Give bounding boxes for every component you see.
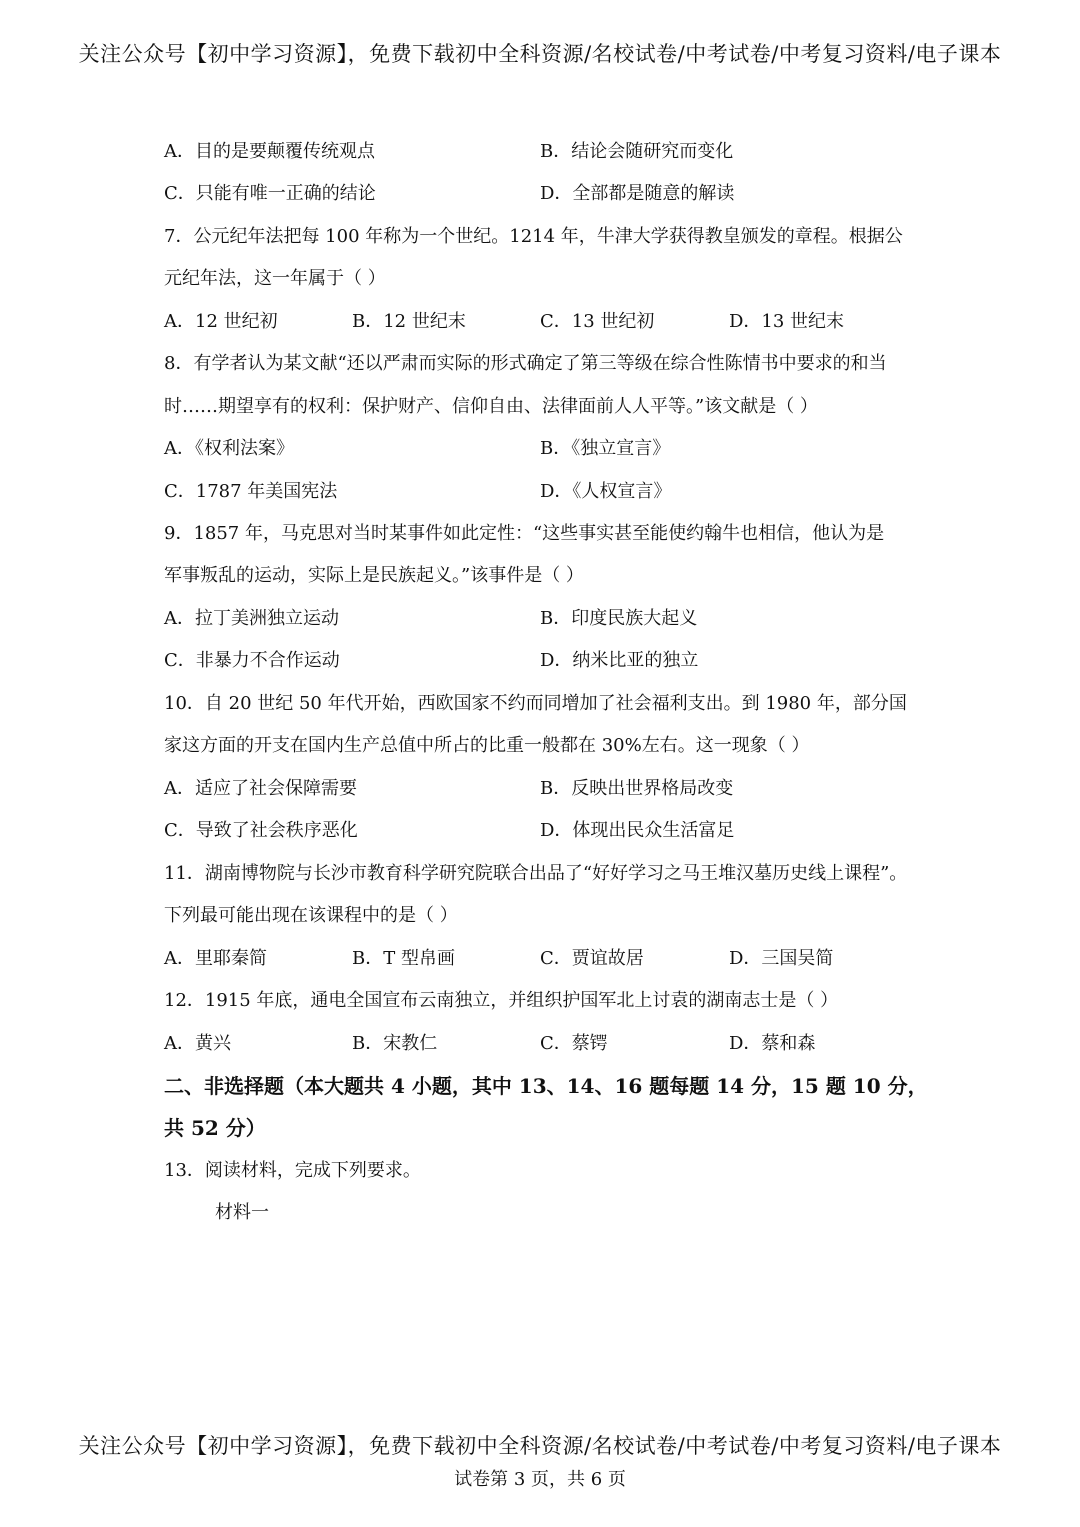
section-title-line1: 二、非选择题（本大题共 4 小题，其中 13、14、16 题每题 14 分，15 题 10 分， (164, 1074, 928, 1098)
q12-option-c: C．蔡锷 (540, 1033, 608, 1054)
q10-option-c: C．导致了社会秩序恶化 (164, 820, 358, 841)
q8-stem-line2: 时……期望享有的权利：保护财产、信仰自由、法律面前人人平等。”该文献是（ ） (164, 396, 818, 417)
q8-option-a: A．《权利法案》 (164, 438, 294, 459)
q12-stem: 12．1915 年底，通电全国宣布云南独立，并组织护国军北上讨袁的湖南志士是（ ） (164, 990, 839, 1011)
q10-stem-line1: 10．自 20 世纪 50 年代开始，西欧国家不约而同增加了社会福利支出。到 1980 年，部分国 (164, 693, 907, 714)
q9-option-a: A．拉丁美洲独立运动 (164, 608, 339, 629)
q7-stem-line2: 元纪年法，这一年属于（ ） (164, 268, 386, 289)
q9-option-c: C．非暴力不合作运动 (164, 650, 340, 671)
q6-option-d: D．全部都是随意的解读 (540, 183, 735, 204)
q11-option-a: A．里耶秦简 (164, 948, 267, 969)
q7-option-b: B．12 世纪末 (352, 311, 466, 332)
q9-stem-line2: 军事叛乱的运动，实际上是民族起义。”该事件是（ ） (164, 565, 584, 586)
q11-option-b: B．T 型帛画 (352, 948, 455, 969)
q13-material-label: 材料一 (215, 1202, 269, 1223)
q6-option-c: C．只能有唯一正确的结论 (164, 183, 376, 204)
q8-option-c: C．1787 年美国宪法 (164, 481, 338, 502)
q11-stem-line1: 11．湖南博物院与长沙市教育科学研究院联合出品了“好好学习之马王堆汉墓历史线上课程”。 (164, 863, 908, 884)
q7-option-c: C．13 世纪初 (540, 311, 655, 332)
q7-stem-line1: 7．公元纪年法把每 100 年称为一个世纪。1214 年，牛津大学获得教皇颁发的章程。根据公 (164, 226, 903, 247)
q11-option-c: C．贾谊故居 (540, 948, 644, 969)
q8-option-b: B．《独立宣言》 (540, 438, 671, 459)
q12-option-d: D．蔡和森 (729, 1033, 816, 1054)
q13-stem: 13．阅读材料，完成下列要求。 (164, 1160, 421, 1181)
q7-option-a: A．12 世纪初 (164, 311, 278, 332)
q8-option-d: D．《人权宣言》 (540, 481, 672, 502)
q9-option-d: D．纳米比亚的独立 (540, 650, 699, 671)
section-title-line2: 共 52 分） (164, 1116, 266, 1140)
header-banner: 关注公众号【初中学习资源】，免费下载初中全科资源/名校试卷/中考试卷/中考复习资料/电子课本 (78, 42, 1002, 66)
q10-option-a: A．适应了社会保障需要 (164, 778, 357, 799)
q11-option-d: D．三国吴简 (729, 948, 834, 969)
q9-stem-line1: 9．1857 年，马克思对当时某事件如此定性：“这些事实甚至能使约翰牛也相信，他认为是 (164, 523, 885, 544)
q6-option-b: B．结论会随研究而变化 (540, 141, 734, 162)
q8-stem-line1: 8．有学者认为某文献“还以严肃而实际的形式确定了第三等级在综合性陈情书中要求的和当 (164, 353, 887, 374)
q12-option-a: A．黄兴 (164, 1033, 231, 1054)
q7-option-d: D．13 世纪末 (729, 311, 845, 332)
q10-option-d: D．体现出民众生活富足 (540, 820, 735, 841)
q10-option-b: B．反映出世界格局改变 (540, 778, 734, 799)
q12-option-b: B．宋教仁 (352, 1033, 438, 1054)
q10-stem-line2: 家这方面的开支在国内生产总值中所占的比重一般都在 30%左右。这一现象（ ） (164, 735, 810, 756)
q11-stem-line2: 下列最可能出现在该课程中的是（ ） (164, 905, 458, 926)
q9-option-b: B．印度民族大起义 (540, 608, 698, 629)
q6-option-a: A．目的是要颠覆传统观点 (164, 141, 375, 162)
page-number: 试卷第 3 页，共 6 页 (454, 1469, 626, 1490)
footer-banner: 关注公众号【初中学习资源】，免费下载初中全科资源/名校试卷/中考试卷/中考复习资料/电子课本 (78, 1434, 1002, 1458)
